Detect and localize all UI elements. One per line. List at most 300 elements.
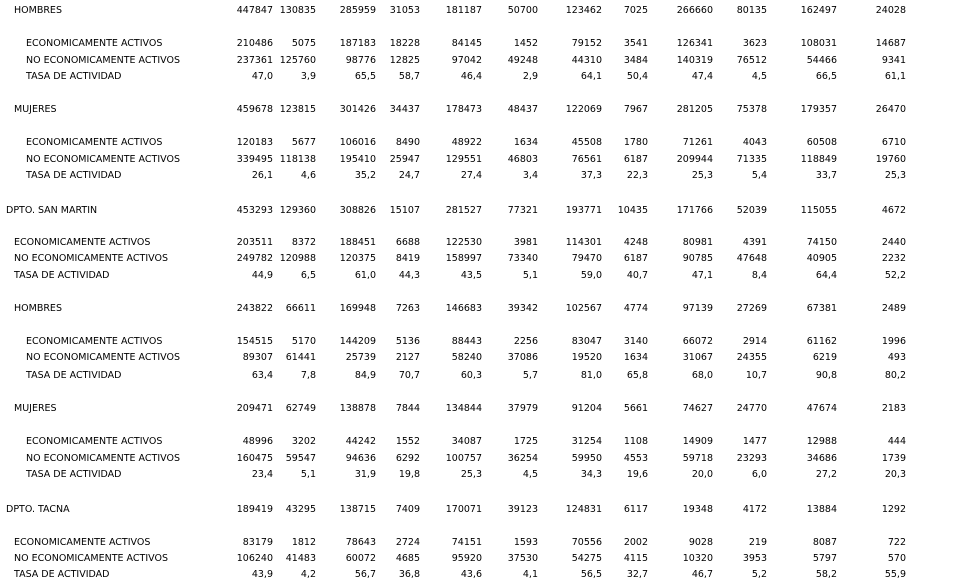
table-cell: 146683	[445, 303, 482, 314]
table-cell: 1780	[623, 137, 648, 148]
table-cell: 122530	[445, 237, 482, 248]
table-cell: 66611	[285, 303, 316, 314]
table-cell: 118138	[279, 154, 316, 165]
table-cell: 27,4	[460, 170, 482, 181]
table-cell: 79152	[571, 38, 602, 49]
table-cell: 66072	[682, 336, 713, 347]
table-cell: 14909	[682, 436, 713, 447]
table-cell: 43,5	[460, 270, 482, 281]
table-cell: 140319	[676, 55, 713, 66]
row-label: MUJERES	[14, 403, 57, 414]
table-row	[0, 204, 972, 218]
table-cell: 48996	[242, 436, 273, 447]
table-cell: 8372	[291, 237, 316, 248]
table-cell: 75378	[736, 104, 767, 115]
table-cell: 189419	[236, 504, 273, 515]
row-label: TASA DE ACTIVIDAD	[14, 569, 110, 580]
table-cell: 453293	[236, 205, 273, 216]
table-cell: 3541	[623, 38, 648, 49]
table-cell: 55,9	[884, 569, 906, 580]
table-cell: 169948	[339, 303, 376, 314]
table-cell: 120375	[339, 253, 376, 264]
table-cell: 493	[887, 352, 906, 363]
table-cell: 61162	[806, 336, 837, 347]
table-cell: 6,0	[751, 469, 767, 480]
table-cell: 48922	[451, 137, 482, 148]
table-cell: 97139	[682, 303, 713, 314]
row-label: TASA DE ACTIVIDAD	[14, 270, 110, 281]
table-cell: 39342	[507, 303, 538, 314]
table-cell: 94636	[345, 453, 376, 464]
table-cell: 84,9	[354, 370, 376, 381]
table-cell: 5677	[291, 137, 316, 148]
table-cell: 37,3	[580, 170, 602, 181]
table-cell: 24770	[736, 403, 767, 414]
table-cell: 160475	[236, 453, 273, 464]
table-cell: 32,7	[626, 569, 648, 580]
table-cell: 308826	[339, 205, 376, 216]
table-cell: 80981	[682, 237, 713, 248]
row-label: TASA DE ACTIVIDAD	[26, 170, 122, 181]
table-cell: 570	[887, 553, 906, 564]
table-cell: 171766	[676, 205, 713, 216]
table-cell: 138715	[339, 504, 376, 515]
table-cell: 1292	[881, 504, 906, 515]
table-row	[0, 452, 972, 466]
table-cell: 5,7	[522, 370, 538, 381]
table-row	[0, 435, 972, 449]
table-cell: 4685	[395, 553, 420, 564]
table-row	[0, 136, 972, 150]
table-cell: 76512	[736, 55, 767, 66]
table-cell: 80135	[736, 5, 767, 16]
table-cell: 100757	[445, 453, 482, 464]
table-cell: 4172	[742, 504, 767, 515]
table-cell: 56,5	[580, 569, 602, 580]
table-cell: 13884	[806, 504, 837, 515]
table-cell: 46,7	[691, 569, 713, 580]
table-row	[0, 37, 972, 51]
table-cell: 123462	[565, 5, 602, 16]
table-cell: 7409	[395, 504, 420, 515]
table-cell: 2256	[513, 336, 538, 347]
table-cell: 47,4	[691, 71, 713, 82]
table-cell: 19,8	[398, 469, 420, 480]
table-cell: 106240	[236, 553, 273, 564]
table-cell: 3623	[742, 38, 767, 49]
table-cell: 114301	[565, 237, 602, 248]
table-cell: 10435	[617, 205, 648, 216]
table-cell: 19348	[682, 504, 713, 515]
table-cell: 1477	[742, 436, 767, 447]
table-cell: 84145	[451, 38, 482, 49]
row-label: TASA DE ACTIVIDAD	[26, 71, 122, 82]
table-cell: 178473	[445, 104, 482, 115]
table-cell: 209944	[676, 154, 713, 165]
table-cell: 31254	[571, 436, 602, 447]
table-cell: 1634	[513, 137, 538, 148]
table-cell: 90,8	[815, 370, 837, 381]
table-cell: 7967	[623, 104, 648, 115]
table-cell: 2724	[395, 537, 420, 548]
table-cell: 4,5	[522, 469, 538, 480]
table-row	[0, 369, 972, 383]
table-cell: 1725	[513, 436, 538, 447]
table-cell: 88443	[451, 336, 482, 347]
table-cell: 447847	[236, 5, 273, 16]
table-cell: 138878	[339, 403, 376, 414]
row-label: ECONOMICAMENTE ACTIVOS	[14, 537, 151, 548]
table-cell: 8,4	[751, 270, 767, 281]
table-cell: 90785	[682, 253, 713, 264]
table-cell: 210486	[236, 38, 273, 49]
table-cell: 1739	[881, 453, 906, 464]
table-cell: 43295	[285, 504, 316, 515]
table-cell: 44242	[345, 436, 376, 447]
table-cell: 7,8	[300, 370, 316, 381]
table-cell: 2127	[395, 352, 420, 363]
table-cell: 25,3	[884, 170, 906, 181]
table-cell: 67381	[806, 303, 837, 314]
table-cell: 65,5	[354, 71, 376, 82]
table-cell: 59,0	[580, 270, 602, 281]
table-cell: 98776	[345, 55, 376, 66]
table-row	[0, 568, 972, 582]
table-row	[0, 302, 972, 316]
table-cell: 170071	[445, 504, 482, 515]
table-cell: 44310	[571, 55, 602, 66]
table-cell: 219	[748, 537, 767, 548]
table-cell: 20,3	[884, 469, 906, 480]
table-row	[0, 351, 972, 365]
table-cell: 71261	[682, 137, 713, 148]
row-label: ECONOMICAMENTE ACTIVOS	[26, 38, 163, 49]
table-cell: 44,3	[398, 270, 420, 281]
table-cell: 339495	[236, 154, 273, 165]
table-row	[0, 252, 972, 266]
table-cell: 459678	[236, 104, 273, 115]
table-cell: 2,9	[522, 71, 538, 82]
table-cell: 187183	[339, 38, 376, 49]
table-cell: 4248	[623, 237, 648, 248]
row-label: ECONOMICAMENTE ACTIVOS	[26, 336, 163, 347]
table-cell: 24,7	[398, 170, 420, 181]
table-cell: 4391	[742, 237, 767, 248]
table-cell: 50700	[507, 5, 538, 16]
table-cell: 12825	[389, 55, 420, 66]
table-cell: 2440	[881, 237, 906, 248]
table-cell: 61441	[285, 352, 316, 363]
table-cell: 1593	[513, 537, 538, 548]
table-cell: 74151	[451, 537, 482, 548]
table-cell: 181187	[445, 5, 482, 16]
table-cell: 43,6	[460, 569, 482, 580]
table-cell: 54275	[571, 553, 602, 564]
table-cell: 77321	[507, 205, 538, 216]
table-cell: 209471	[236, 403, 273, 414]
table-cell: 40905	[806, 253, 837, 264]
table-cell: 249782	[236, 253, 273, 264]
table-cell: 61,0	[354, 270, 376, 281]
table-cell: 39123	[507, 504, 538, 515]
table-cell: 27269	[736, 303, 767, 314]
row-label: ECONOMICAMENTE ACTIVOS	[26, 436, 163, 447]
table-cell: 6688	[395, 237, 420, 248]
table-cell: 5,1	[522, 270, 538, 281]
table-cell: 31053	[389, 5, 420, 16]
table-cell: 6187	[623, 253, 648, 264]
table-cell: 285959	[339, 5, 376, 16]
table-cell: 34437	[389, 104, 420, 115]
table-row	[0, 153, 972, 167]
table-cell: 24355	[736, 352, 767, 363]
table-cell: 6292	[395, 453, 420, 464]
table-cell: 1634	[623, 352, 648, 363]
table-cell: 80,2	[884, 370, 906, 381]
table-cell: 9341	[881, 55, 906, 66]
table-cell: 10,7	[745, 370, 767, 381]
table-cell: 4043	[742, 137, 767, 148]
table-cell: 58,7	[398, 71, 420, 82]
table-cell: 25,3	[691, 170, 713, 181]
table-cell: 2183	[881, 403, 906, 414]
table-cell: 9028	[688, 537, 713, 548]
table-cell: 74150	[806, 237, 837, 248]
row-label: HOMBRES	[14, 303, 62, 314]
row-label: TASA DE ACTIVIDAD	[26, 370, 122, 381]
table-cell: 188451	[339, 237, 376, 248]
table-cell: 126341	[676, 38, 713, 49]
table-row	[0, 4, 972, 18]
table-cell: 301426	[339, 104, 376, 115]
table-row	[0, 70, 972, 84]
table-cell: 158997	[445, 253, 482, 264]
table-cell: 118849	[800, 154, 837, 165]
table-cell: 3,9	[300, 71, 316, 82]
table-cell: 281527	[445, 205, 482, 216]
table-cell: 2232	[881, 253, 906, 264]
table-cell: 41483	[285, 553, 316, 564]
table-cell: 444	[887, 436, 906, 447]
table-cell: 34686	[806, 453, 837, 464]
table-cell: 3953	[742, 553, 767, 564]
table-row	[0, 503, 972, 517]
table-cell: 5797	[812, 553, 837, 564]
table-cell: 48437	[507, 104, 538, 115]
table-cell: 60508	[806, 137, 837, 148]
table-cell: 106016	[339, 137, 376, 148]
row-label: DPTO. SAN MARTIN	[6, 205, 98, 216]
table-cell: 123815	[279, 104, 316, 115]
table-cell: 83179	[242, 537, 273, 548]
row-label: DPTO. TACNA	[6, 504, 70, 515]
table-cell: 179357	[800, 104, 837, 115]
table-cell: 5,2	[751, 569, 767, 580]
table-cell: 49248	[507, 55, 538, 66]
table-cell: 6710	[881, 137, 906, 148]
table-row	[0, 54, 972, 68]
table-cell: 68,0	[691, 370, 713, 381]
table-cell: 22,3	[626, 170, 648, 181]
table-cell: 154515	[236, 336, 273, 347]
table-cell: 83047	[571, 336, 602, 347]
table-cell: 73340	[507, 253, 538, 264]
table-cell: 6,5	[300, 270, 316, 281]
row-label: MUJERES	[14, 104, 57, 115]
table-cell: 37530	[507, 553, 538, 564]
table-cell: 95920	[451, 553, 482, 564]
table-cell: 26470	[875, 104, 906, 115]
table-cell: 4,2	[300, 569, 316, 580]
table-cell: 71335	[736, 154, 767, 165]
table-cell: 4553	[623, 453, 648, 464]
table-cell: 4774	[623, 303, 648, 314]
table-cell: 15107	[389, 205, 420, 216]
table-cell: 76561	[571, 154, 602, 165]
table-cell: 50,4	[626, 71, 648, 82]
table-cell: 66,5	[815, 71, 837, 82]
table-cell: 20,0	[691, 469, 713, 480]
table-cell: 36254	[507, 453, 538, 464]
table-cell: 60,3	[460, 370, 482, 381]
table-cell: 63,4	[251, 370, 273, 381]
table-cell: 8419	[395, 253, 420, 264]
table-cell: 23293	[736, 453, 767, 464]
table-cell: 193771	[565, 205, 602, 216]
table-cell: 4,6	[300, 170, 316, 181]
table-cell: 129551	[445, 154, 482, 165]
table-cell: 10320	[682, 553, 713, 564]
table-cell: 54466	[806, 55, 837, 66]
table-row	[0, 269, 972, 283]
table-cell: 120988	[279, 253, 316, 264]
table-cell: 74627	[682, 403, 713, 414]
table-cell: 3140	[623, 336, 648, 347]
table-cell: 266660	[676, 5, 713, 16]
row-label: NO ECONOMICAMENTE ACTIVOS	[26, 55, 180, 66]
table-cell: 70,7	[398, 370, 420, 381]
table-cell: 125760	[279, 55, 316, 66]
table-cell: 120183	[236, 137, 273, 148]
table-cell: 8490	[395, 137, 420, 148]
table-cell: 64,1	[580, 71, 602, 82]
table-cell: 130835	[279, 5, 316, 16]
table-cell: 59547	[285, 453, 316, 464]
table-row	[0, 335, 972, 349]
table-cell: 5136	[395, 336, 420, 347]
table-cell: 6219	[812, 352, 837, 363]
table-cell: 19760	[875, 154, 906, 165]
table-cell: 58240	[451, 352, 482, 363]
table-cell: 1812	[291, 537, 316, 548]
table-cell: 59718	[682, 453, 713, 464]
row-label: NO ECONOMICAMENTE ACTIVOS	[14, 553, 168, 564]
table-cell: 31067	[682, 352, 713, 363]
table-cell: 5075	[291, 38, 316, 49]
table-cell: 124831	[565, 504, 602, 515]
row-label: NO ECONOMICAMENTE ACTIVOS	[26, 352, 180, 363]
table-cell: 722	[887, 537, 906, 548]
table-cell: 19,6	[626, 469, 648, 480]
table-cell: 2489	[881, 303, 906, 314]
table-cell: 97042	[451, 55, 482, 66]
table-cell: 4,1	[522, 569, 538, 580]
table-cell: 203511	[236, 237, 273, 248]
table-row	[0, 169, 972, 183]
table-cell: 27,2	[815, 469, 837, 480]
table-cell: 3202	[291, 436, 316, 447]
table-cell: 5,4	[751, 170, 767, 181]
table-cell: 70556	[571, 537, 602, 548]
table-cell: 47,1	[691, 270, 713, 281]
table-row	[0, 468, 972, 482]
table-cell: 18228	[389, 38, 420, 49]
table-cell: 243822	[236, 303, 273, 314]
table-cell: 144209	[339, 336, 376, 347]
table-cell: 24028	[875, 5, 906, 16]
row-label: HOMBRES	[14, 5, 62, 16]
table-cell: 56,7	[354, 569, 376, 580]
table-cell: 1552	[395, 436, 420, 447]
table-cell: 47,0	[251, 71, 273, 82]
table-cell: 8087	[812, 537, 837, 548]
table-cell: 2002	[623, 537, 648, 548]
row-label: NO ECONOMICAMENTE ACTIVOS	[26, 154, 180, 165]
table-cell: 47674	[806, 403, 837, 414]
table-cell: 7025	[623, 5, 648, 16]
table-cell: 129360	[279, 205, 316, 216]
table-cell: 65,8	[626, 370, 648, 381]
table-cell: 52,2	[884, 270, 906, 281]
row-label: NO ECONOMICAMENTE ACTIVOS	[14, 253, 168, 264]
table-cell: 281205	[676, 104, 713, 115]
table-cell: 102567	[565, 303, 602, 314]
table-cell: 3981	[513, 237, 538, 248]
table-cell: 122069	[565, 104, 602, 115]
table-cell: 33,7	[815, 170, 837, 181]
table-cell: 64,4	[815, 270, 837, 281]
table-cell: 4672	[881, 205, 906, 216]
table-cell: 60072	[345, 553, 376, 564]
table-cell: 34,3	[580, 469, 602, 480]
table-cell: 35,2	[354, 170, 376, 181]
table-cell: 2914	[742, 336, 767, 347]
table-cell: 36,8	[398, 569, 420, 580]
table-cell: 43,9	[251, 569, 273, 580]
table-row	[0, 402, 972, 416]
table-cell: 81,0	[580, 370, 602, 381]
table-cell: 5661	[623, 403, 648, 414]
row-label: ECONOMICAMENTE ACTIVOS	[26, 137, 163, 148]
table-cell: 1996	[881, 336, 906, 347]
table-cell: 61,1	[884, 71, 906, 82]
table-cell: 45508	[571, 137, 602, 148]
table-cell: 31,9	[354, 469, 376, 480]
table-row	[0, 552, 972, 566]
table-cell: 19520	[571, 352, 602, 363]
table-cell: 3484	[623, 55, 648, 66]
table-cell: 3,4	[522, 170, 538, 181]
table-cell: 195410	[339, 154, 376, 165]
table-cell: 47648	[736, 253, 767, 264]
row-label: ECONOMICAMENTE ACTIVOS	[14, 237, 151, 248]
table-cell: 34087	[451, 436, 482, 447]
table-cell: 37086	[507, 352, 538, 363]
table-cell: 25947	[389, 154, 420, 165]
table-cell: 46803	[507, 154, 538, 165]
table-cell: 7263	[395, 303, 420, 314]
table-cell: 25,3	[460, 469, 482, 480]
